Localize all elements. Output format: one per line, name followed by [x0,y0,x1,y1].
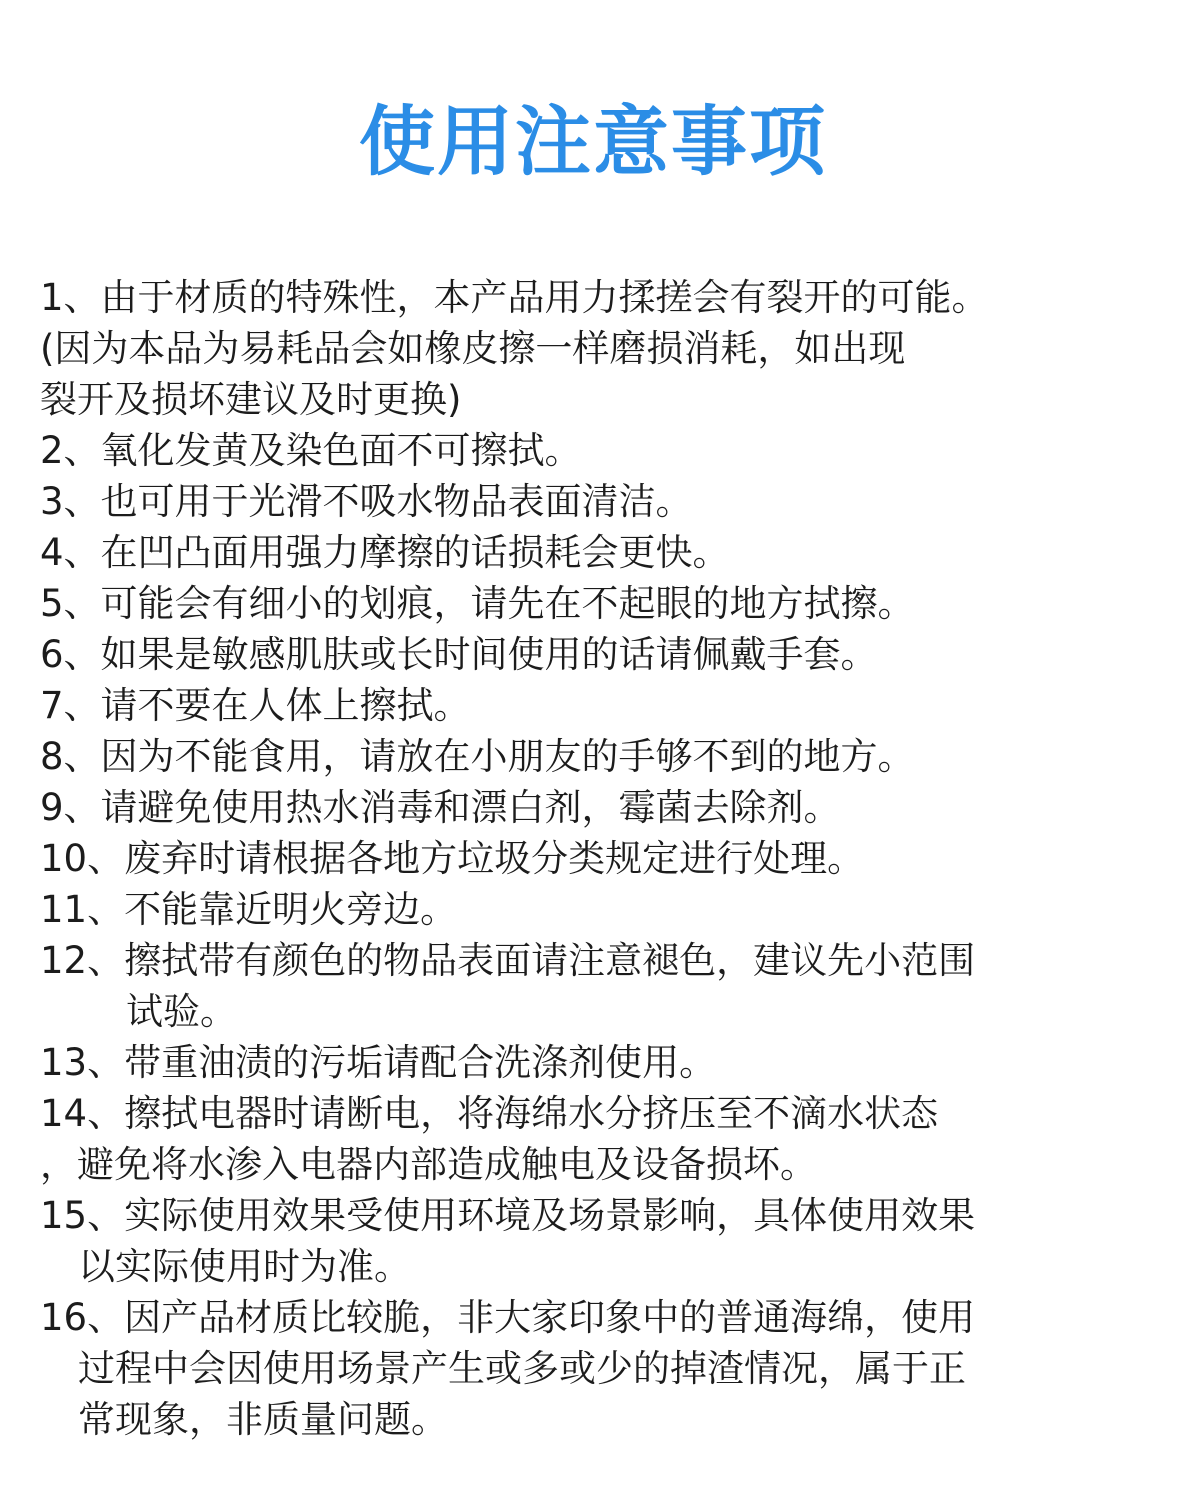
note-line: 6、如果是敏感肌肤或长时间使用的话请佩戴手套。 [40,633,878,676]
note-line: 11、不能靠近明火旁边。 [40,888,458,931]
note-line: 常现象，非质量问题。 [78,1398,448,1441]
note-line: 16、因产品材质比较脆，非大家印象中的普通海绵，使用 [40,1296,976,1339]
page-title: 使用注意事项 [359,97,827,186]
note-line: 8、因为不能食用，请放在小朋友的手够不到的地方。 [40,735,915,778]
note-line: 2、氧化发黄及染色面不可擦拭。 [40,429,582,472]
note-line: 以实际使用时为准。 [78,1245,411,1288]
notes-list [40,272,1160,1445]
note-line: 3、也可用于光滑不吸水物品表面清洁。 [40,480,693,523]
note-line: ，避免将水渗入电器内部造成触电及设备损坏。 [40,1143,817,1186]
note-line: 15、实际使用效果受使用环境及场景影响，具体使用效果 [40,1194,976,1237]
note-line: 14、擦拭电器时请断电，将海绵水分挤压至不滴水状态 [40,1092,939,1135]
note-line: 过程中会因使用场景产生或多或少的掉渣情况，属于正 [78,1347,966,1390]
note-line: 9、请避免使用热水消毒和漂白剂，霉菌去除剂。 [40,786,841,829]
note-line: 12、擦拭带有颜色的物品表面请注意褪色，建议先小范围 [40,939,976,982]
note-line: 试验。 [126,990,237,1033]
note-line: 1、由于材质的特殊性，本产品用力揉搓会有裂开的可能。 [40,276,989,319]
note-line: 裂开及损坏建议及时更换) [40,378,462,421]
note-line: 5、可能会有细小的划痕，请先在不起眼的地方拭擦。 [40,582,915,625]
note-line: (因为本品为易耗品会如橡皮擦一样磨损消耗，如出现 [40,327,906,370]
note-line: 4、在凹凸面用强力摩擦的话损耗会更快。 [40,531,730,574]
note-line: 13、带重油渍的污垢请配合洗涤剂使用。 [40,1041,717,1084]
note-line: 7、请不要在人体上擦拭。 [40,684,471,727]
note-line: 10、废弃时请根据各地方垃圾分类规定进行处理。 [40,837,865,880]
